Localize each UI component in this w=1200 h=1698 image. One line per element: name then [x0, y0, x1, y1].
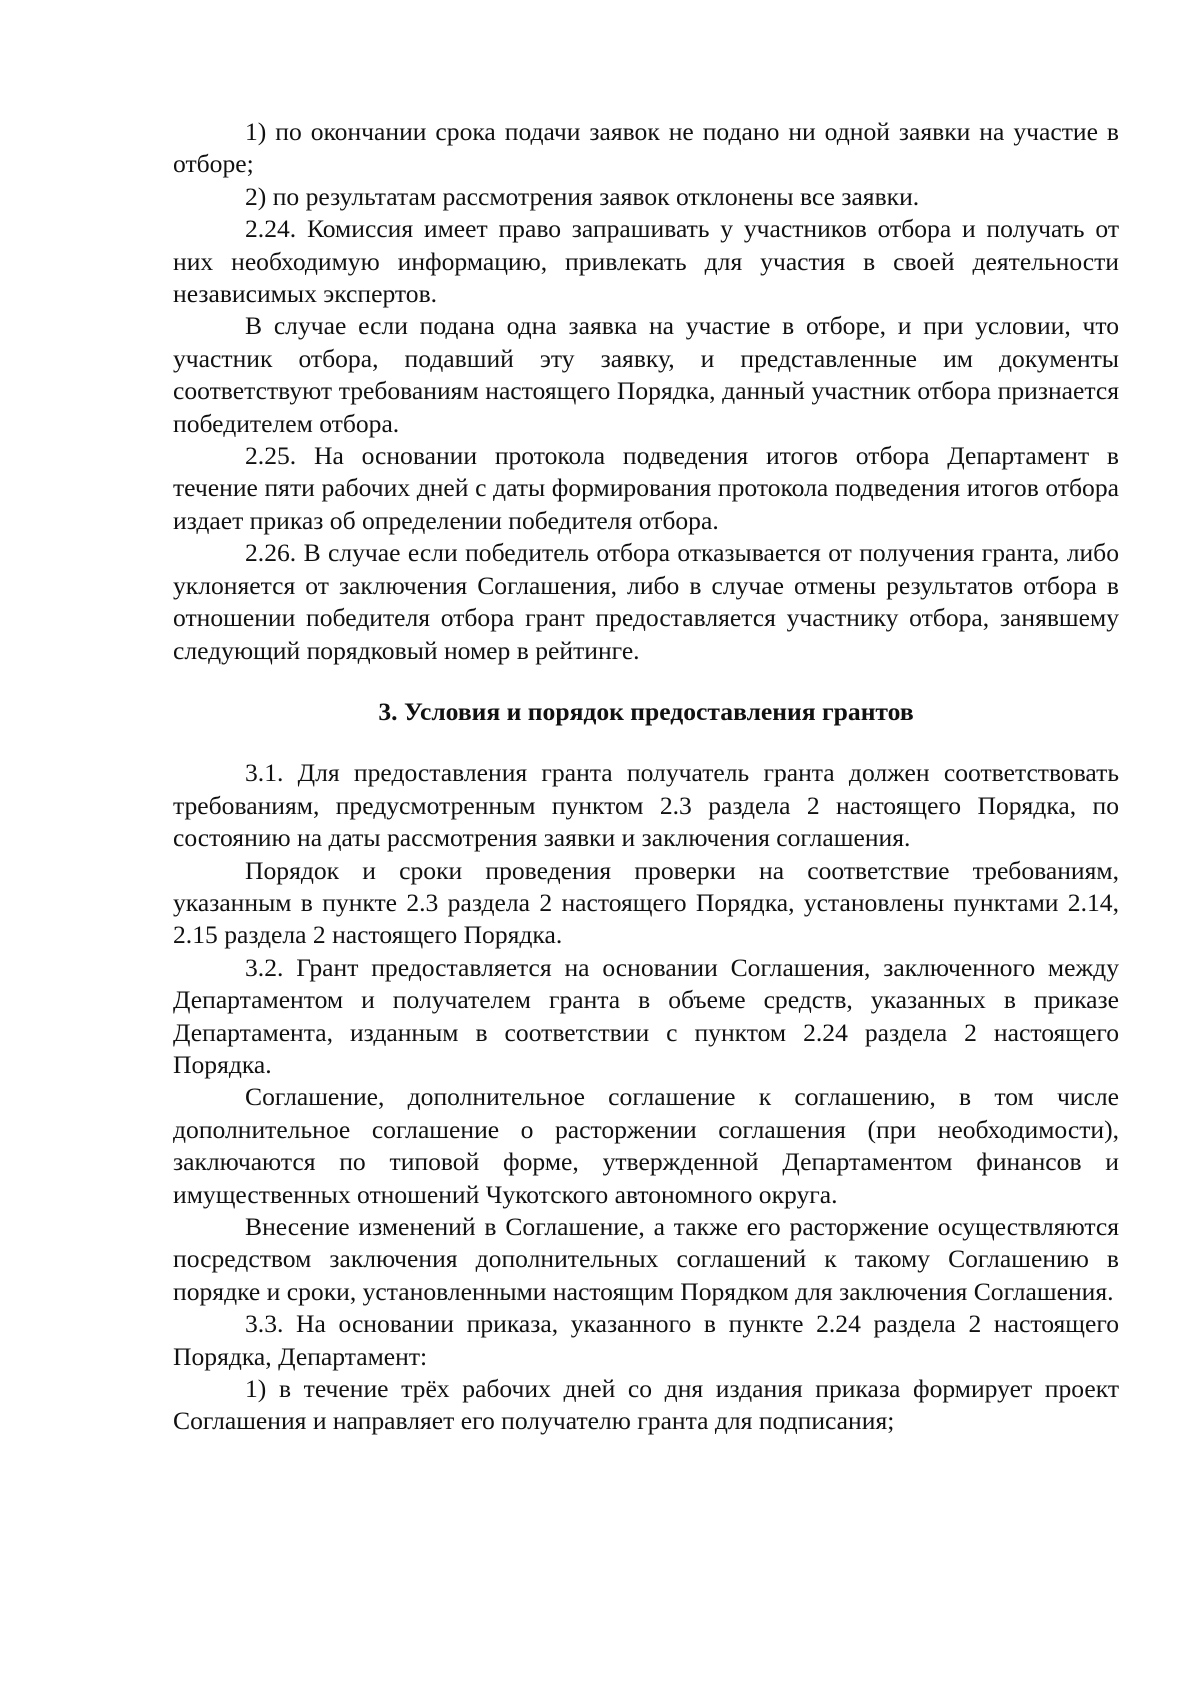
section-heading: 3. Условия и порядок предоставления грантов — [378, 696, 914, 726]
paragraph: Внесение изменений в Соглашение, а также его расторжение осуществляются посредством заключения дополнительных соглашений к такому Соглашению в порядке и сроки, установленными настоящим Порядком для заключения Соглашения. — [173, 1212, 1119, 1306]
paragraph: 2.26. В случае если победитель отбора отказывается от получения гранта, либо уклоняется от заключения Соглашения, либо в случае отмены результатов отбора в отношении победителя отбора грант предоставляется участнику отбора, занявшему следующий порядковый номер в рейтинге. — [173, 538, 1119, 665]
paragraph: 2.24. Комиссия имеет право запрашивать у участников отбора и получать от них необходимую информацию, привлекать для участия в своей деятельности независимых экспертов. — [173, 214, 1119, 309]
paragraph: 3.3. На основании приказа, указанного в пункте 2.24 раздела 2 настоящего Порядка, Департамент: — [173, 1309, 1119, 1371]
paragraph: 1) по окончании срока подачи заявок не подано ни одной заявки на участие в отборе; — [173, 117, 1119, 179]
paragraph: 2.25. На основании протокола подведения итогов отбора Департамент в течение пяти рабочих дней с даты формирования протокола подведения итогов отбора издает приказ об определении победителя отбора. — [173, 441, 1119, 535]
paragraph: Порядок и сроки проведения проверки на соответствие требованиям, указанным в пункте 2.3 раздела 2 настоящего Порядка, установлены пунктами 2.14, 2.15 раздела 2 настоящего Порядка. — [173, 855, 1119, 950]
paragraph: 3.1. Для предоставления гранта получатель гранта должен соответствовать требованиям, предусмотренным пунктом 2.3 раздела 2 настоящего Порядка, по состоянию на даты рассмотрения заявки и заключения соглашения. — [173, 758, 1119, 853]
paragraph: Соглашение, дополнительное соглашение к соглашению, в том числе дополнительное соглашение о расторжении соглашения (при необходимости), заключаются по типовой форме, утвержденной Департаментом финансов и имущественных отношений Чукотского автономного округа. — [173, 1082, 1119, 1209]
paragraph: В случае если подана одна заявка на участие в отборе, и при условии, что участник отбора, подавший эту заявку, и представленные им документы соответствуют требованиям настоящего Порядка, данный участник отбора признается победителем отбора. — [173, 311, 1119, 438]
paragraph: 3.2. Грант предоставляется на основании Соглашения, заключенного между Департаментом и получателем гранта в объеме средств, указанных в приказе Департамента, изданным в соответствии с пунктом 2.24 раздела 2 настоящего Порядка. — [173, 952, 1119, 1079]
paragraph: 1) в течение трёх рабочих дней со дня издания приказа формирует проект Соглашения и направляет его получателю гранта для подписания; — [173, 1374, 1119, 1436]
document-body — [173, 116, 1119, 1438]
paragraph: 2) по результатам рассмотрения заявок отклонены все заявки. — [245, 181, 920, 211]
